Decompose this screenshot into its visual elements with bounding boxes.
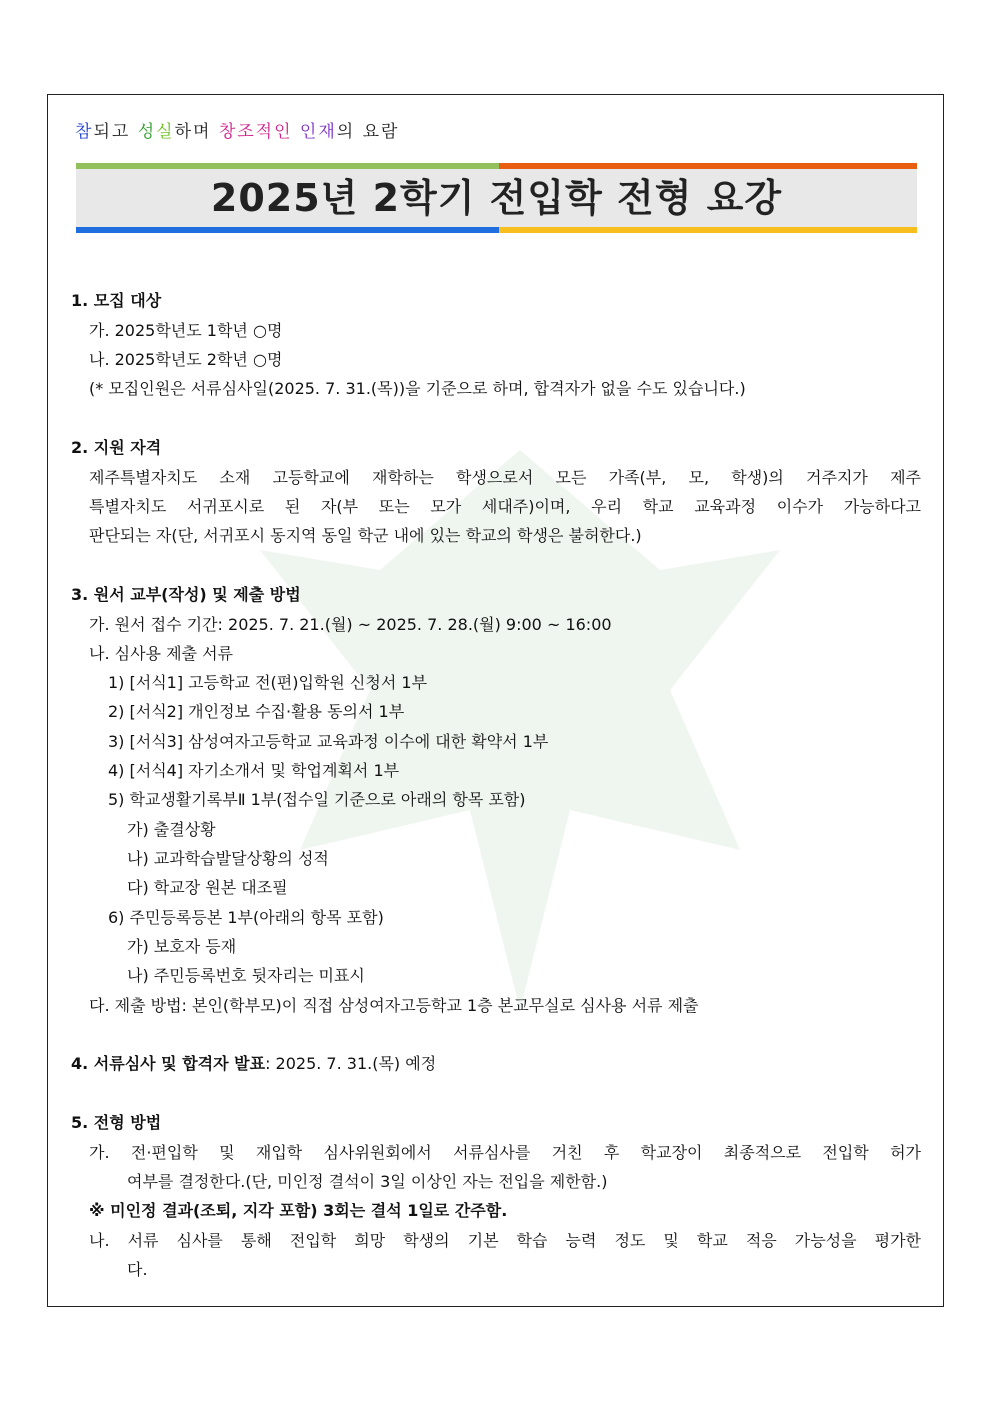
section-3-item-c: 다. 제출 방법: 본인(학부모)이 직접 삼성여자고등학교 1층 본교무실로 심사용 서류 제출 xyxy=(89,996,699,1015)
school-emblem-watermark xyxy=(240,430,800,1030)
document-list-item-6: 6) 주민등록등본 1부(아래의 항목 포함) xyxy=(108,908,384,927)
section-5-heading: 5. 전형 방법 xyxy=(71,1113,162,1132)
slogan-segment: 성 xyxy=(137,122,157,142)
section-2-line-2: 특별자치도 서귀포시로 된 자(부 또는 모가 세대주)이며, 우리 학교 교육과정 이수가 가능하다고 xyxy=(89,497,921,516)
document-list-item-4: 4) [서식4] 자기소개서 및 학업계획서 1부 xyxy=(108,761,400,780)
slogan-segment: 참 xyxy=(75,122,94,142)
section-2-line-3: 판단되는 자(단, 서귀포시 동지역 동일 학군 내에 있는 학교의 학생은 불허한다.) xyxy=(89,526,642,545)
document-list-item-2: 2) [서식2] 개인정보 수집·활용 동의서 1부 xyxy=(108,702,405,721)
section-3-item-b: 나. 심사용 제출 서류 xyxy=(89,644,233,663)
section-4-value: : 2025. 7. 31.(목) 예정 xyxy=(265,1054,437,1073)
title-banner xyxy=(76,163,917,234)
slogan-segment: 하며 xyxy=(174,122,219,142)
slogan-segment: 인재 xyxy=(299,122,337,142)
section-4-heading: 4. 서류심사 및 합격자 발표 xyxy=(71,1054,266,1073)
section-2-heading: 2. 지원 자격 xyxy=(71,438,162,457)
document-list-item-6-a: 가) 보호자 등재 xyxy=(127,937,237,956)
section-1-note: (* 모집인원은 서류심사일(2025. 7. 31.(목))을 기준으로 하며, 합격자가 없을 수도 있습니다.) xyxy=(89,379,746,398)
banner-bottom-bar-yellow xyxy=(499,227,917,233)
slogan-segment: 되고 xyxy=(93,122,138,142)
document-list-item-5-c: 다) 학교장 원본 대조필 xyxy=(127,878,288,897)
section-5-item-b-line-2: 다. xyxy=(127,1260,148,1279)
banner-bottom-bar-blue xyxy=(76,227,499,233)
document-list-item-5-a: 가) 출결상황 xyxy=(127,820,216,839)
section-2-line-1: 제주특별자치도 소재 고등학교에 재학하는 학생으로서 모든 가족(부, 모, 학생)의 거주지가 제주 xyxy=(89,468,921,487)
section-5-note: ※ 미인정 결과(조퇴, 지각 포함) 3회는 결석 1일로 간주함. xyxy=(89,1201,508,1220)
section-4 xyxy=(71,1053,436,1075)
document-list-item-5: 5) 학교생활기록부Ⅱ 1부(접수일 기준으로 아래의 항목 포함) xyxy=(108,790,526,809)
document-list-item-5-b: 나) 교과학습발달상황의 성적 xyxy=(127,849,329,868)
document-list-item-3: 3) [서식3] 삼성여자고등학교 교육과정 이수에 대한 확약서 1부 xyxy=(108,732,549,751)
slogan-segment: 창조적인 xyxy=(218,122,300,142)
document-list-item-6-b: 나) 주민등록번호 뒷자리는 미표시 xyxy=(127,966,365,985)
section-5-item-a-line-2: 여부를 결정한다.(단, 미인정 결석이 3일 이상인 자는 전입을 제한함.) xyxy=(127,1172,608,1191)
section-3-item-a: 가. 원서 접수 기간: 2025. 7. 21.(월) ~ 2025. 7. 28.(월) 9:00 ~ 16:00 xyxy=(89,615,612,634)
school-slogan xyxy=(75,117,399,142)
section-1-item-b: 나. 2025학년도 2학년 ○명 xyxy=(89,350,283,369)
section-1-heading: 1. 모집 대상 xyxy=(71,291,162,310)
section-3-heading: 3. 원서 교부(작성) 및 제출 방법 xyxy=(71,585,301,604)
section-5-item-a-line-1: 가. 전·편입학 및 재입학 심사위원회에서 서류심사를 거친 후 학교장이 최종적으로 전입학 허가 xyxy=(89,1143,921,1162)
page-title: 2025년 2학기 전입학 전형 요강 xyxy=(210,176,783,220)
section-1-item-a: 가. 2025학년도 1학년 ○명 xyxy=(89,321,283,340)
slogan-segment: 의 요람 xyxy=(336,122,400,142)
section-5-item-b-line-1: 나. 서류 심사를 통해 전입학 희망 학생의 기본 학습 능력 정도 및 학교 적응 가능성을 평가한 xyxy=(89,1231,921,1250)
document-list-item-1: 1) [서식1] 고등학교 전(편)입학원 신청서 1부 xyxy=(108,673,428,692)
slogan-segment: 실 xyxy=(156,122,175,142)
